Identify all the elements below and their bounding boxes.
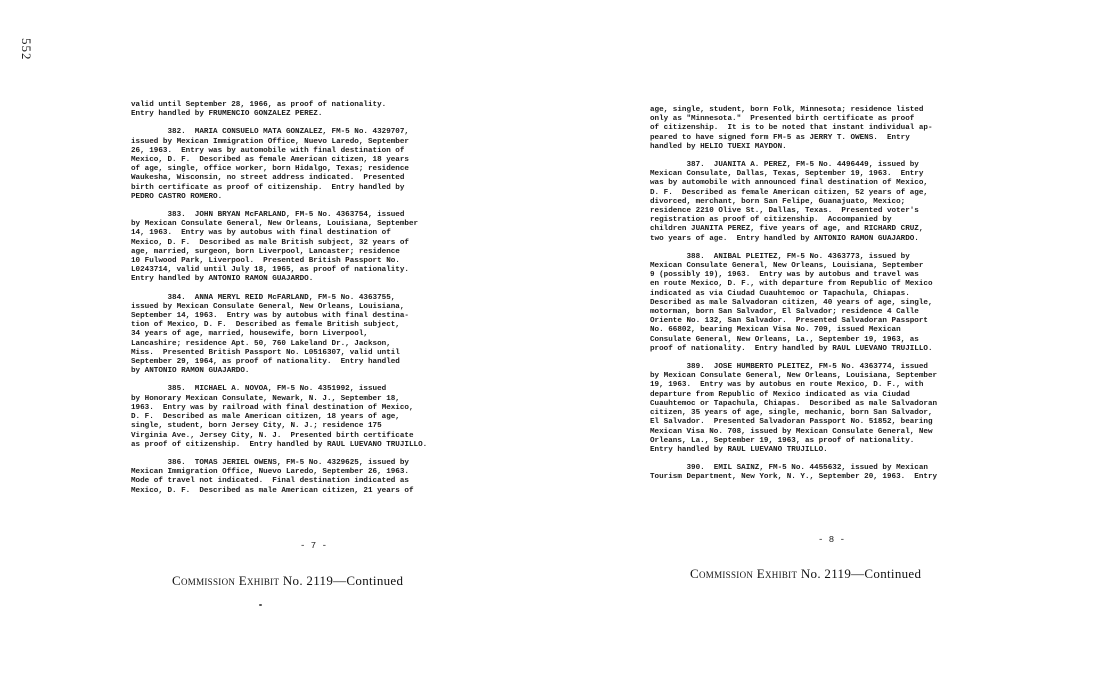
text-line: issued by Mexican Consulate General, New Orleans, Louisiana, xyxy=(131,302,405,311)
text-line: D. F. Described as male American citizen, 18 years of age, xyxy=(131,413,400,422)
left-exhibit-caption xyxy=(172,573,403,589)
text-line: PEDRO CASTRO ROMERO. xyxy=(131,192,223,201)
text-line: birth certificate as proof of citizenship. Entry handled by xyxy=(131,183,405,192)
text-line: Waukesha, Wisconsin, no street address indicated. Presented xyxy=(131,174,405,183)
entry-paragraph xyxy=(131,211,503,285)
right-caption-suffix: No. 2119—Continued xyxy=(800,566,922,581)
text-line: Cuauhtemoc or Tapachula, Chiapas. Described as male Salvadoran xyxy=(650,399,938,408)
text-line: Mexican Visa No. 708, issued by Mexican Consulate General, New xyxy=(650,427,933,436)
text-line: September 29, 1964, as proof of nationality. Entry handled xyxy=(131,358,400,367)
page-number: 552 xyxy=(19,38,34,61)
text-line: registration as proof of citizenship. Accompanied by xyxy=(650,216,892,225)
text-line: of citizenship. It is to be noted that instant individual ap- xyxy=(650,124,933,133)
entry-paragraph xyxy=(650,106,1010,152)
text-line: 10 Fulwood Park, Liverpool. Presented British Passport No. xyxy=(131,257,400,266)
text-line: indicated as via Ciudad Cuauhtemoc or Tapachula, Chiapas. xyxy=(650,289,910,298)
text-line: 14, 1963. Entry was by autobus with final destination of xyxy=(131,229,391,238)
text-line: No. 66802, bearing Mexican Visa No. 709, issued Mexican xyxy=(650,326,901,335)
entry-paragraph xyxy=(650,363,1010,455)
text-line: 386. TOMAS JERIEL OWENS, FM-5 No. 4329625, issued by xyxy=(131,458,409,467)
text-line: citizen, 35 years of age, single, mechanic, born San Salvador, xyxy=(650,409,933,418)
text-line: 390. EMIL SAINZ, FM-5 No. 4455632, issued by Mexican xyxy=(650,464,928,473)
text-line: 384. ANNA MERYL REID McFARLAND, FM-5 No. 4363755, xyxy=(131,293,396,302)
left-footer-page-number: - 7 - xyxy=(300,541,328,551)
text-line: Mexico, D. F. Described as female American citizen, 18 years xyxy=(131,156,409,165)
text-line: Mexican Immigration Office, Nuevo Laredo, September 26, 1963. xyxy=(131,468,409,477)
entry-paragraph xyxy=(650,253,1010,354)
text-line: departure from Republic of Mexico indicated as via Ciudad xyxy=(650,390,910,399)
text-line: Miss. Presented British Passport No. L0516307, valid until xyxy=(131,348,400,357)
text-line: age, single, student, born Folk, Minnesota; residence listed xyxy=(650,106,924,114)
text-line: as proof of citizenship. Entry handled by RAUL LUEVANO TRUJILLO. xyxy=(131,440,428,449)
text-line: only as "Minnesota." Presented birth certificate as proof xyxy=(650,115,915,124)
text-line: residence 2210 Olive St., Dallas, Texas. Presented voter's xyxy=(650,207,919,216)
entry-paragraph xyxy=(650,464,1010,482)
entry-paragraph xyxy=(131,459,503,496)
right-footer-page-number: - 8 - xyxy=(818,535,846,545)
text-line: Mexico, D. F. Described as male British subject, 32 years of xyxy=(131,238,409,247)
text-line: 385. MICHAEL A. NOVOA, FM-5 No. 4351992, issued xyxy=(131,385,387,394)
text-line: handled by HELIO TUEXI MAYDON. xyxy=(650,142,787,151)
right-exhibit-caption xyxy=(690,566,921,582)
entry-paragraph xyxy=(131,101,503,119)
text-line: Mode of travel not indicated. Final destination indicated as xyxy=(131,477,409,486)
text-line: 389. JOSE HUMBERTO PLEITEZ, FM-5 No. 4363774, issued xyxy=(650,363,928,372)
text-line: Oriente No. 132, San Salvador. Presented Salvadoran Passport xyxy=(650,317,928,326)
text-line: by Mexican Consulate General, New Orleans, Louisiana, September xyxy=(131,220,419,229)
text-line: 388. ANIBAL PLEITEZ, FM-5 No. 4363773, issued by xyxy=(650,252,910,261)
text-line: tion of Mexico, D. F. Described as female British subject, xyxy=(131,321,400,330)
text-line: valid until September 28, 1966, as proof of nationality. xyxy=(131,101,387,109)
right-caption-prefix: Commission Exhibit xyxy=(690,566,798,581)
text-line: proof of nationality. Entry handled by RAUL LUEVANO TRUJILLO. xyxy=(650,344,933,353)
text-line: Mexican Consulate, Dallas, Texas, September 19, 1963. Entry xyxy=(650,170,924,179)
text-line: El Salvador. Presented Salvadoran Passport No. 51852, bearing xyxy=(650,418,933,427)
right-column xyxy=(650,106,1010,492)
text-line: by Honorary Mexican Consulate, Newark, N. J., September 18, xyxy=(131,394,400,403)
text-line: 383. JOHN BRYAN McFARLAND, FM-5 No. 4363754, issued xyxy=(131,211,405,220)
text-line: Entry handled by RAUL LUEVANO TRUJILLO. xyxy=(650,445,828,454)
text-line: Virginia Ave., Jersey City, N. J. Presented birth certificate xyxy=(131,431,414,440)
text-line: of age, single, office worker, born Hidalgo, Texas; residence xyxy=(131,165,409,174)
text-line: children JUANITA PEREZ, five years of age, and RICHARD CRUZ, xyxy=(650,225,924,234)
text-line: Mexican Consulate General, New Orleans, Louisiana, September xyxy=(650,262,924,271)
text-line: Mexico, D. F. Described as male American citizen, 21 years of xyxy=(131,486,414,495)
entry-paragraph xyxy=(131,128,503,202)
text-line: by Mexican Consulate General, New Orleans, Louisiana, September xyxy=(650,372,938,381)
left-column xyxy=(131,101,503,505)
text-line: Orleans, La., September 19, 1963, as proof of nationality. xyxy=(650,436,915,445)
left-caption-suffix: No. 2119—Continued xyxy=(282,573,404,588)
text-line: motorman, born San Salvador, El Salvador; residence 4 Calle xyxy=(650,308,919,317)
text-line: by ANTONIO RAMON GUAJARDO. xyxy=(131,367,250,376)
text-line: Entry handled by ANTONIO RAMON GUAJARDO. xyxy=(131,275,314,284)
text-line: issued by Mexican Immigration Office, Nuevo Laredo, September xyxy=(131,137,409,146)
text-line: Entry handled by FRUMENCIO GONZALEZ PEREZ. xyxy=(131,110,323,119)
text-line: Tourism Department, New York, N. Y., September 20, 1963. Entry xyxy=(650,473,938,482)
text-line: single, student, born Jersey City, N. J.; residence 175 xyxy=(131,422,382,431)
text-line: age, married, surgeon, born Liverpool, Lancaster; residence xyxy=(131,247,400,256)
text-line: 34 years of age, married, housewife, born Liverpool, xyxy=(131,330,368,339)
text-line: 1963. Entry was by railroad with final destination of Mexico, xyxy=(131,403,414,412)
text-line: Described as male Salvadoran citizen, 40 years of age, single, xyxy=(650,298,933,307)
entry-paragraph xyxy=(131,385,503,449)
text-line: en route Mexico, D. F., with departure from Republic of Mexico xyxy=(650,280,933,289)
entry-paragraph xyxy=(650,161,1010,244)
text-line: divorced, merchant, born San Felipe, Guanajuato, Mexico; xyxy=(650,197,906,206)
text-line: Consulate General, New Orleans, La., September 19, 1963, as xyxy=(650,335,919,344)
text-line: L0243714, valid until July 18, 1965, as proof of nationality. xyxy=(131,266,409,275)
left-caption-prefix: Commission Exhibit xyxy=(172,573,280,588)
text-line: was by automobile with announced final destination of Mexico, xyxy=(650,179,928,188)
text-line: peared to have signed form FM-5 as JERRY T. OWENS. Entry xyxy=(650,133,910,142)
text-line: 26, 1963. Entry was by automobile with final destination of xyxy=(131,146,405,155)
scan-speck xyxy=(259,604,262,606)
text-line: 382. MARIA CONSUELO MATA GONZALEZ, FM-5 No. 4329707, xyxy=(131,128,409,137)
text-line: September 14, 1963. Entry was by autobus with final destina- xyxy=(131,312,409,321)
text-line: two years of age. Entry handled by ANTONIO RAMON GUAJARDO. xyxy=(650,234,919,243)
text-line: 387. JUANITA A. PEREZ, FM-5 No. 4496449, issued by xyxy=(650,161,919,170)
text-line: D. F. Described as female American citizen, 52 years of age, xyxy=(650,188,928,197)
text-line: 9 (possibly 19), 1963. Entry was by autobus and travel was xyxy=(650,271,919,280)
entry-paragraph xyxy=(131,294,503,377)
text-line: 19, 1963. Entry was by autobus en route Mexico, D. F., with xyxy=(650,381,924,390)
text-line: Lancashire; residence Apt. 50, 760 Lakeland Dr., Jackson, xyxy=(131,339,391,348)
